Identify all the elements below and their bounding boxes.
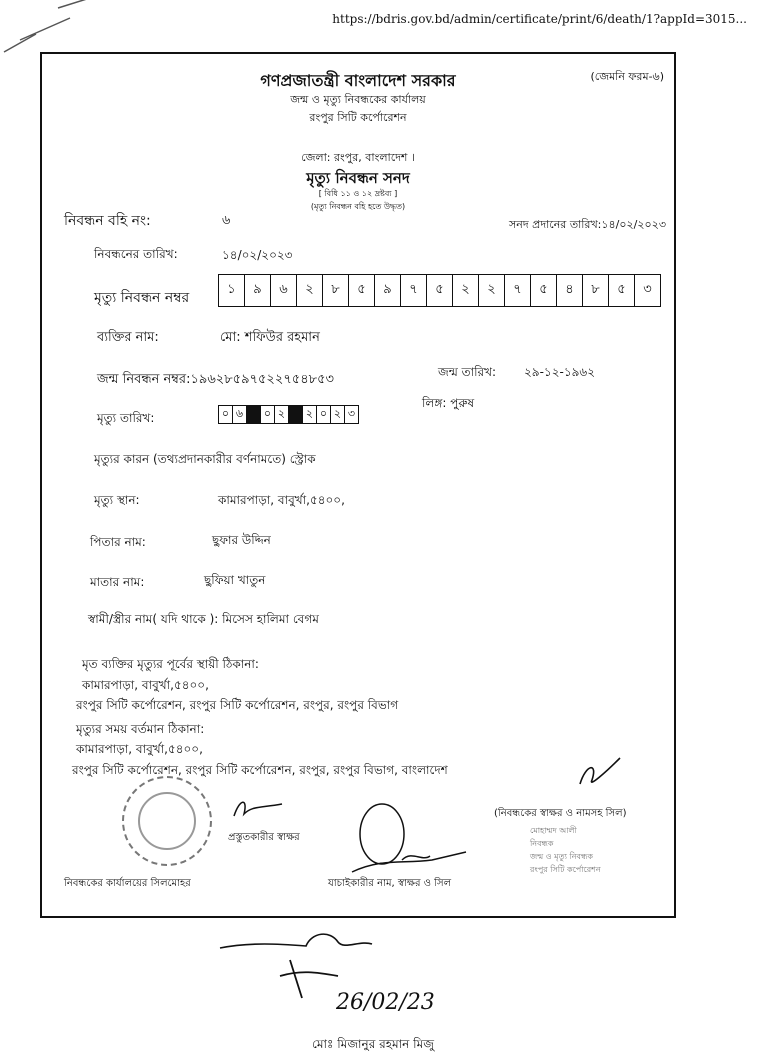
office-name: জন্ম ও মৃত্যু নিবন্ধকের কার্যালয় (290, 93, 426, 106)
current-address-line2: রংপুর সিটি কর্পোরেশন, রংপুর সিটি কর্পোরেশন, রংপুর, রংপুর বিভাগ, বাংলাদেশ (72, 763, 448, 777)
date-digit: ২ (275, 406, 289, 423)
father-name-value: ছুফার উদ্দিন (212, 533, 271, 547)
reg-digit: ৫ (427, 275, 453, 306)
stamp-line: নিবন্ধক (530, 839, 554, 848)
person-name-value: মো: শফিউর রহমান (220, 330, 320, 345)
mother-name-label: মাতার নাম: (90, 575, 145, 589)
death-date-label: মৃত্যু তারিখ: (97, 411, 155, 425)
book-number-value: ৬ (222, 213, 231, 228)
corporation-name: রংপুর সিটি কর্পোরেশন (309, 111, 407, 124)
date-digit: ৬ (233, 406, 247, 423)
death-date-boxes (218, 405, 359, 424)
current-address-line1: কামারপাড়া, বাবুর্খা,৫৪০০, (76, 742, 203, 756)
date-digit: ০ (261, 406, 275, 423)
date-digit: ২ (303, 406, 317, 423)
birth-date-label: জন্ম তারিখ: (438, 365, 497, 379)
page-url: https://bdris.gov.bd/admin/certificate/print/6/death/1?appId=3015... (332, 12, 747, 26)
date-digit: ০ (219, 406, 233, 423)
death-place-value: কামারপাড়া, বাবুর্খা,৫৪০০, (218, 493, 345, 507)
death-reg-number-boxes (218, 274, 661, 307)
reg-digit: ৯ (245, 275, 271, 306)
reg-digit: ৩ (643, 282, 652, 297)
mother-name-value: ছুফিয়া খাতুন (204, 573, 266, 587)
date-digit: ৩ (347, 407, 356, 420)
reg-digit: ১ (219, 275, 245, 306)
book-number-label: নিবন্ধন বহি নং: (64, 213, 151, 229)
person-name-label: ব্যক্তির নাম: (97, 330, 159, 345)
registrar-sign-label: (নিবন্ধকের স্বাক্ষর ও নামসহ সিল) (494, 808, 627, 819)
date-digit: ০ (317, 406, 331, 423)
stamp-line: মোহাম্মদ আলী (530, 826, 577, 835)
reg-digit: ৮ (323, 275, 349, 306)
reg-digit: ২ (453, 275, 479, 306)
registrar-signature (572, 754, 632, 794)
preparer-signature (230, 794, 290, 824)
pen-mark (0, 0, 100, 60)
death-certificate (40, 52, 676, 918)
verifier-sign-label: যাচাইকারীর নাম, স্বাক্ষর ও সিল (328, 878, 452, 889)
footer-name: মোঃ মিজানুর রহমান মিজু (312, 1037, 434, 1051)
date-digit: ২ (331, 406, 345, 423)
handwritten-date: 26/02/23 (336, 990, 435, 1015)
stamp-line: জন্ম ও মৃত্যু নিবন্ধক (530, 852, 593, 861)
verifier-signature (342, 802, 472, 882)
district: জেলা: রংপুর, বাংলাদেশ । (301, 151, 415, 164)
extract-note: (মৃত্যু নিবন্ধন বহি হতে উদ্ধৃত) (310, 202, 406, 211)
preparer-sign-label: প্রস্তুতকারীর স্বাক্ষর (228, 832, 300, 843)
death-reg-label: মৃত্যু নিবন্ধন নম্বর (94, 290, 190, 306)
reg-digit: ৫ (531, 275, 557, 306)
permanent-address-label: মৃত ব্যক্তির মৃত্যুর পূর্বের স্থায়ী ঠিকানা: (82, 657, 259, 671)
death-place-label: মৃত্যু স্থান: (94, 493, 140, 507)
reg-digit: ৭ (401, 275, 427, 306)
stamp-line: রংপুর সিটি কর্পোরেশন (530, 865, 601, 874)
reg-date-value: ১৪/০২/২০২৩ (222, 248, 293, 262)
permanent-address-line2: রংপুর সিটি কর্পোরেশন, রংপুর সিটি কর্পোরেশন, রংপুর, রংপুর বিভাগ (76, 698, 399, 712)
office-seal-inner (138, 792, 196, 850)
permanent-address-line1: কামারপাড়া, বাবুর্খা,৫৪০০, (82, 678, 209, 692)
reg-digit: ৬ (271, 275, 297, 306)
reg-date-label: নিবন্ধনের তারিখ: (94, 247, 178, 261)
reg-digit: ২ (297, 275, 323, 306)
reg-digit: ৯ (375, 275, 401, 306)
reg-digit: ৫ (349, 275, 375, 306)
reg-digit: ৪ (557, 275, 583, 306)
form-number: (জেমনি ফরম-৬) (590, 70, 664, 83)
registrar-stamp (530, 824, 668, 876)
certificate-title: মৃত্যু নিবন্ধন সনদ (306, 169, 410, 187)
reg-digit: ৭ (505, 275, 531, 306)
reg-digit: ৫ (609, 275, 635, 306)
date-separator (247, 406, 261, 423)
date-separator (289, 406, 303, 423)
reg-digit: ৮ (583, 275, 609, 306)
issue-date: সনদ প্রদানের তারিখ:১৪/০২/২০২৩ (509, 218, 666, 231)
birth-date-value: ২৯-১২-১৯৬২ (524, 365, 596, 379)
death-cause: মৃত্যুর কারন (তথ্যপ্রদানকারীর বর্ণনামতে) স্ট্রোক (94, 452, 316, 466)
current-address-label: মৃত্যুর সময় বর্তমান ঠিকানা: (76, 722, 205, 736)
govt-title: গণপ্রজাতন্ত্রী বাংলাদেশ সরকার (260, 71, 456, 90)
gender: লিঙ্গ: পুরুষ (422, 396, 475, 410)
office-seal-label: নিবন্ধকের কার্যালয়ের সিলমোহর (64, 878, 191, 889)
spouse-name: স্বামী/স্ত্রীর নাম( যদি থাকে ): মিসেস হালিমা বেগম (88, 612, 319, 626)
reg-digit: ২ (479, 275, 505, 306)
rule-reference: [ বিধি ১১ ও ১২ দ্রষ্টব্য ] (318, 189, 398, 198)
birth-reg-number: জন্ম নিবন্ধন নম্বর:১৯৬২৮৫৯৭৫২২৭৫৪৮৫৩ (97, 372, 334, 387)
father-name-label: পিতার নাম: (90, 535, 146, 549)
